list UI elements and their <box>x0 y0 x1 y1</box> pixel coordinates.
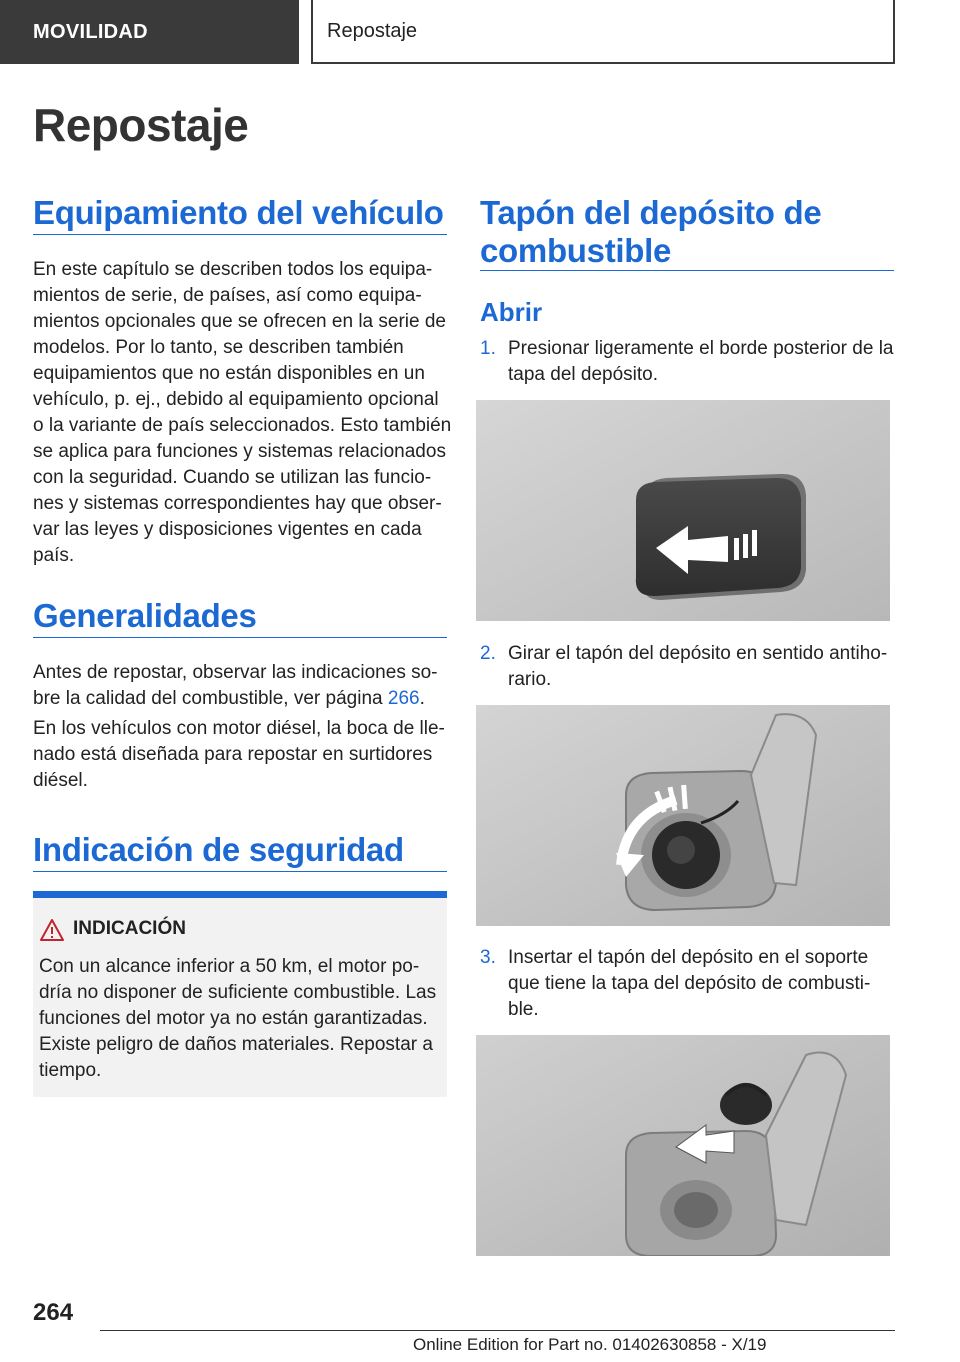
generalidades-para-2: En los vehículos con motor diésel, la boca de lle- nado está diseñada para repostar en surtidores diésel. <box>33 718 445 791</box>
generalidades-para-1-text: Antes de repostar, observar las indicaciones so- bre la calidad del combustible, ver página <box>33 662 438 709</box>
fuel-cap-holder-image <box>476 1035 890 1256</box>
step-1-text: Presionar ligeramente el borde posterior de la tapa del depósito. <box>508 338 894 385</box>
page-number: 264 <box>33 1299 74 1326</box>
section-tab: MOVILIDAD <box>0 0 299 64</box>
generalidades-para-1-end: . <box>419 688 425 709</box>
step-2-text: Girar el tapón del depósito en sentido antiho- rario. <box>508 643 888 690</box>
step-1-number: 1. <box>480 338 496 359</box>
page-title: Repostaje <box>33 99 249 151</box>
tapon-rule <box>480 270 894 271</box>
generalidades-rule <box>33 637 447 638</box>
chapter-tab: Repostaje <box>311 0 895 64</box>
equipamiento-rule <box>33 234 447 235</box>
fuel-cap-turn-illustration <box>476 705 890 926</box>
fuel-cap-turn-image <box>476 705 890 926</box>
footer-rule <box>100 1330 895 1331</box>
generalidades-para-1 <box>33 660 453 712</box>
page-link-266[interactable]: 266 <box>387 688 420 709</box>
generalidades-heading: Generalidades <box>33 597 257 634</box>
notice-box <box>33 891 447 1097</box>
footer-edition: Online Edition for Part no. 01402630858 - X/19 <box>413 1335 767 1354</box>
fuel-cap-holder-illustration <box>476 1035 890 1256</box>
step-3-number: 3. <box>480 947 496 968</box>
step-3-text: Insertar el tapón del depósito en el soporte que tiene la tapa del depósito de combusti- ble. <box>508 947 871 1020</box>
abrir-subheading: Abrir <box>480 297 543 327</box>
warning-triangle-icon <box>39 918 65 942</box>
seguridad-rule <box>33 871 447 872</box>
step-2-number: 2. <box>480 643 496 664</box>
notice-title: INDICACIÓN <box>73 918 186 939</box>
equipamiento-body: En este capítulo se describen todos los equipa- mientos de serie, de países, así como equipa- mientos opcionales que se ofrecen en la serie de modelos. Por lo tanto, se describen también equipamientos que no están disponibles en un vehículo, p. ej., debido al equipamiento opcional o la variante de país seleccionados. Esto también se aplica para funciones y sistemas relacionados con la seguridad. Cuando se utilizan las funcio- nes y sistemas correspondientes hay que obser- var las leyes y disposiciones vigentes en cada país. <box>33 259 452 566</box>
seguridad-heading: Indicación de seguridad <box>33 831 404 868</box>
notice-body: Con un alcance inferior a 50 km, el motor po- dría no disponer de suficiente combustible. Las funciones del motor ya no están garantizadas. Existe peligro de daños materiales. Repostar a tiempo. <box>39 956 437 1081</box>
equipamiento-heading: Equipamiento del vehículo <box>33 194 444 231</box>
fuel-flap-press-illustration <box>476 400 890 621</box>
fuel-flap-press-image <box>476 400 890 621</box>
tapon-heading: Tapón del depósito de combustible <box>480 194 822 269</box>
